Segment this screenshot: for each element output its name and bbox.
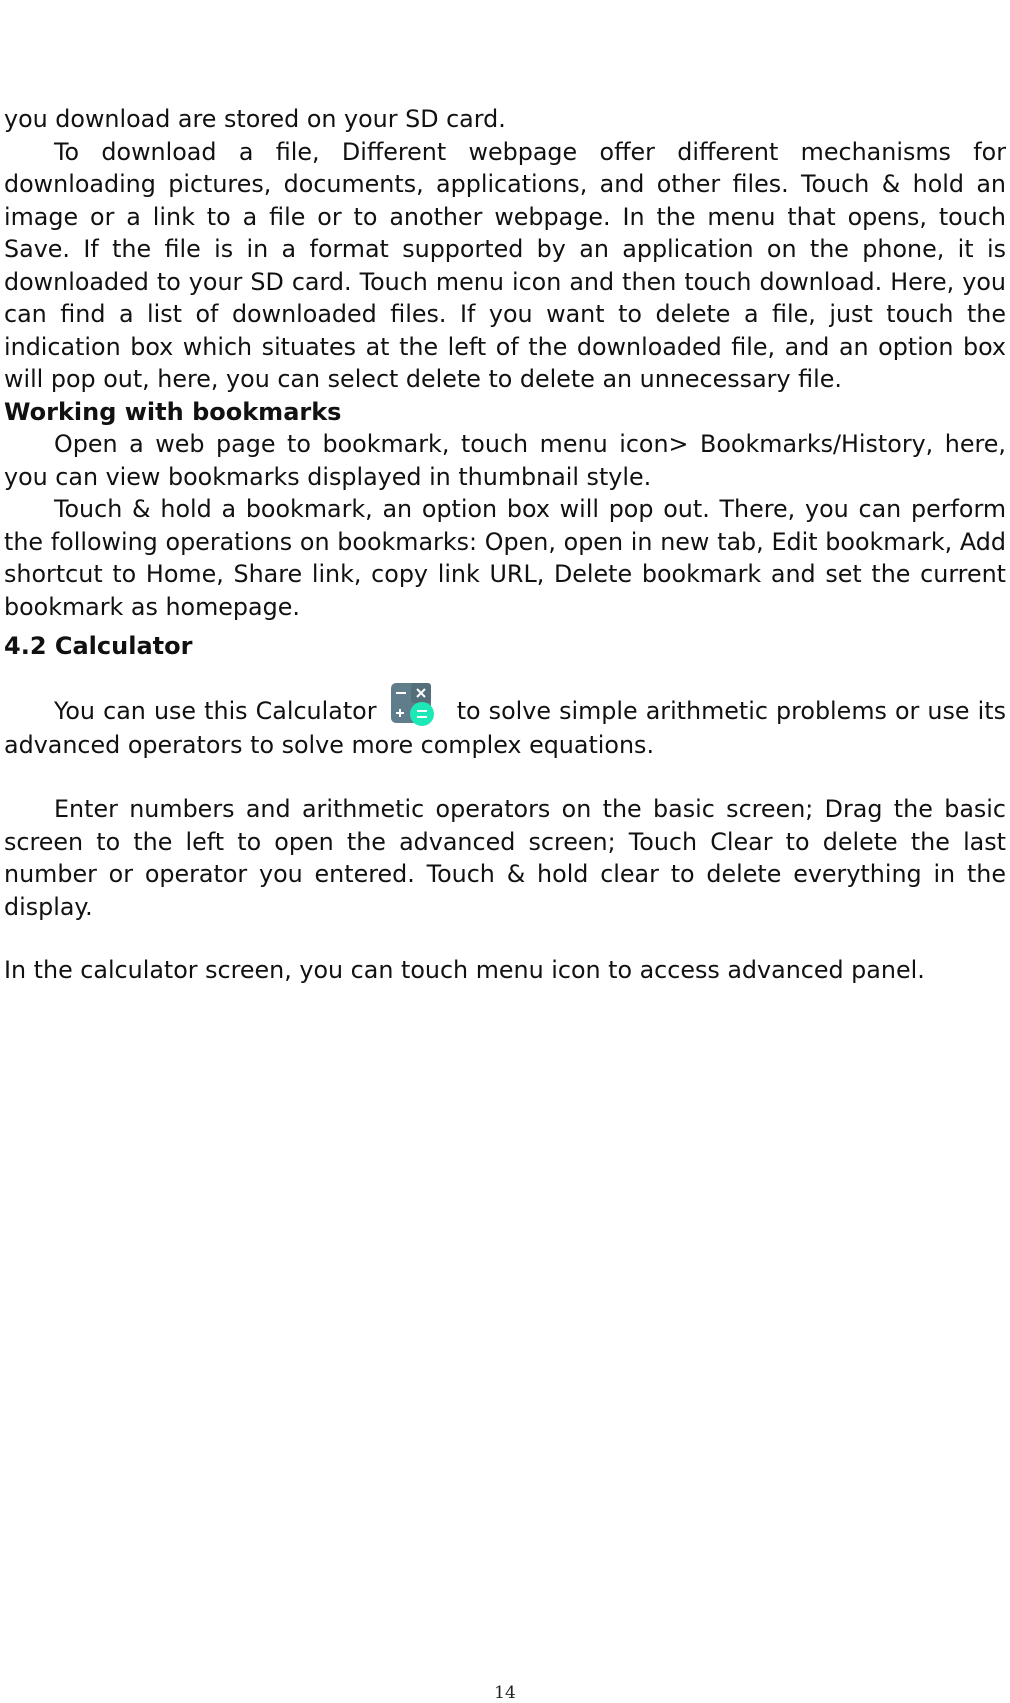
intro-paragraph-tail: you download are stored on your SD card. [4, 105, 506, 133]
calculator-enter-paragraph: Enter numbers and arithmetic operators on the basic screen; Drag the basic screen to the left to open the advanced screen; Touch Clear to delete the last number or operator you entered. Touch & hold clear to delete everything in the display. [4, 795, 1006, 921]
calculator-intro-after: to solve simple arithmetic problems or use its advanced operators to solve more complex equations. [4, 697, 1006, 759]
bookmarks-open-paragraph: Open a web page to bookmark, touch menu icon> Bookmarks/History, here, you can view bookmarks displayed in thumbnail style. [4, 430, 1006, 491]
calculator-heading: 4.2 Calculator [4, 632, 193, 660]
bookmarks-hold-paragraph: Touch & hold a bookmark, an option box will pop out. There, you can perform the following operations on bookmarks: Open, open in new tab, Edit bookmark, Add shortcut to Home, Share link, copy link URL, Delete bookmark and set the current bookmark as homepage. [4, 495, 1006, 621]
bookmarks-heading: Working with bookmarks [4, 397, 342, 426]
calculator-intro-paragraph [4, 681, 1006, 762]
calculator-menu-paragraph: In the calculator screen, you can touch menu icon to access advanced panel. [4, 956, 925, 984]
document-body [4, 103, 1006, 987]
download-paragraph: To download a file, Different webpage offer different mechanisms for downloading pictures, documents, applications, and other files. Touch & hold an image or a link to a file or to another webpage. In the menu that opens, touch Save. If the file is in a format supported by an application on the phone, it is downloaded to your SD card. Touch menu icon and then touch download. Here, you can find a list of downloaded files. If you want to delete a file, just touch the indication box which situates at the left of the downloaded file, and an option box will pop out, here, you can select delete to delete an unnecessary file. [4, 137, 1006, 393]
calculator-icon [389, 681, 437, 727]
calculator-intro-before: You can use this Calculator [54, 697, 377, 725]
page-number: 14 [494, 1683, 516, 1703]
